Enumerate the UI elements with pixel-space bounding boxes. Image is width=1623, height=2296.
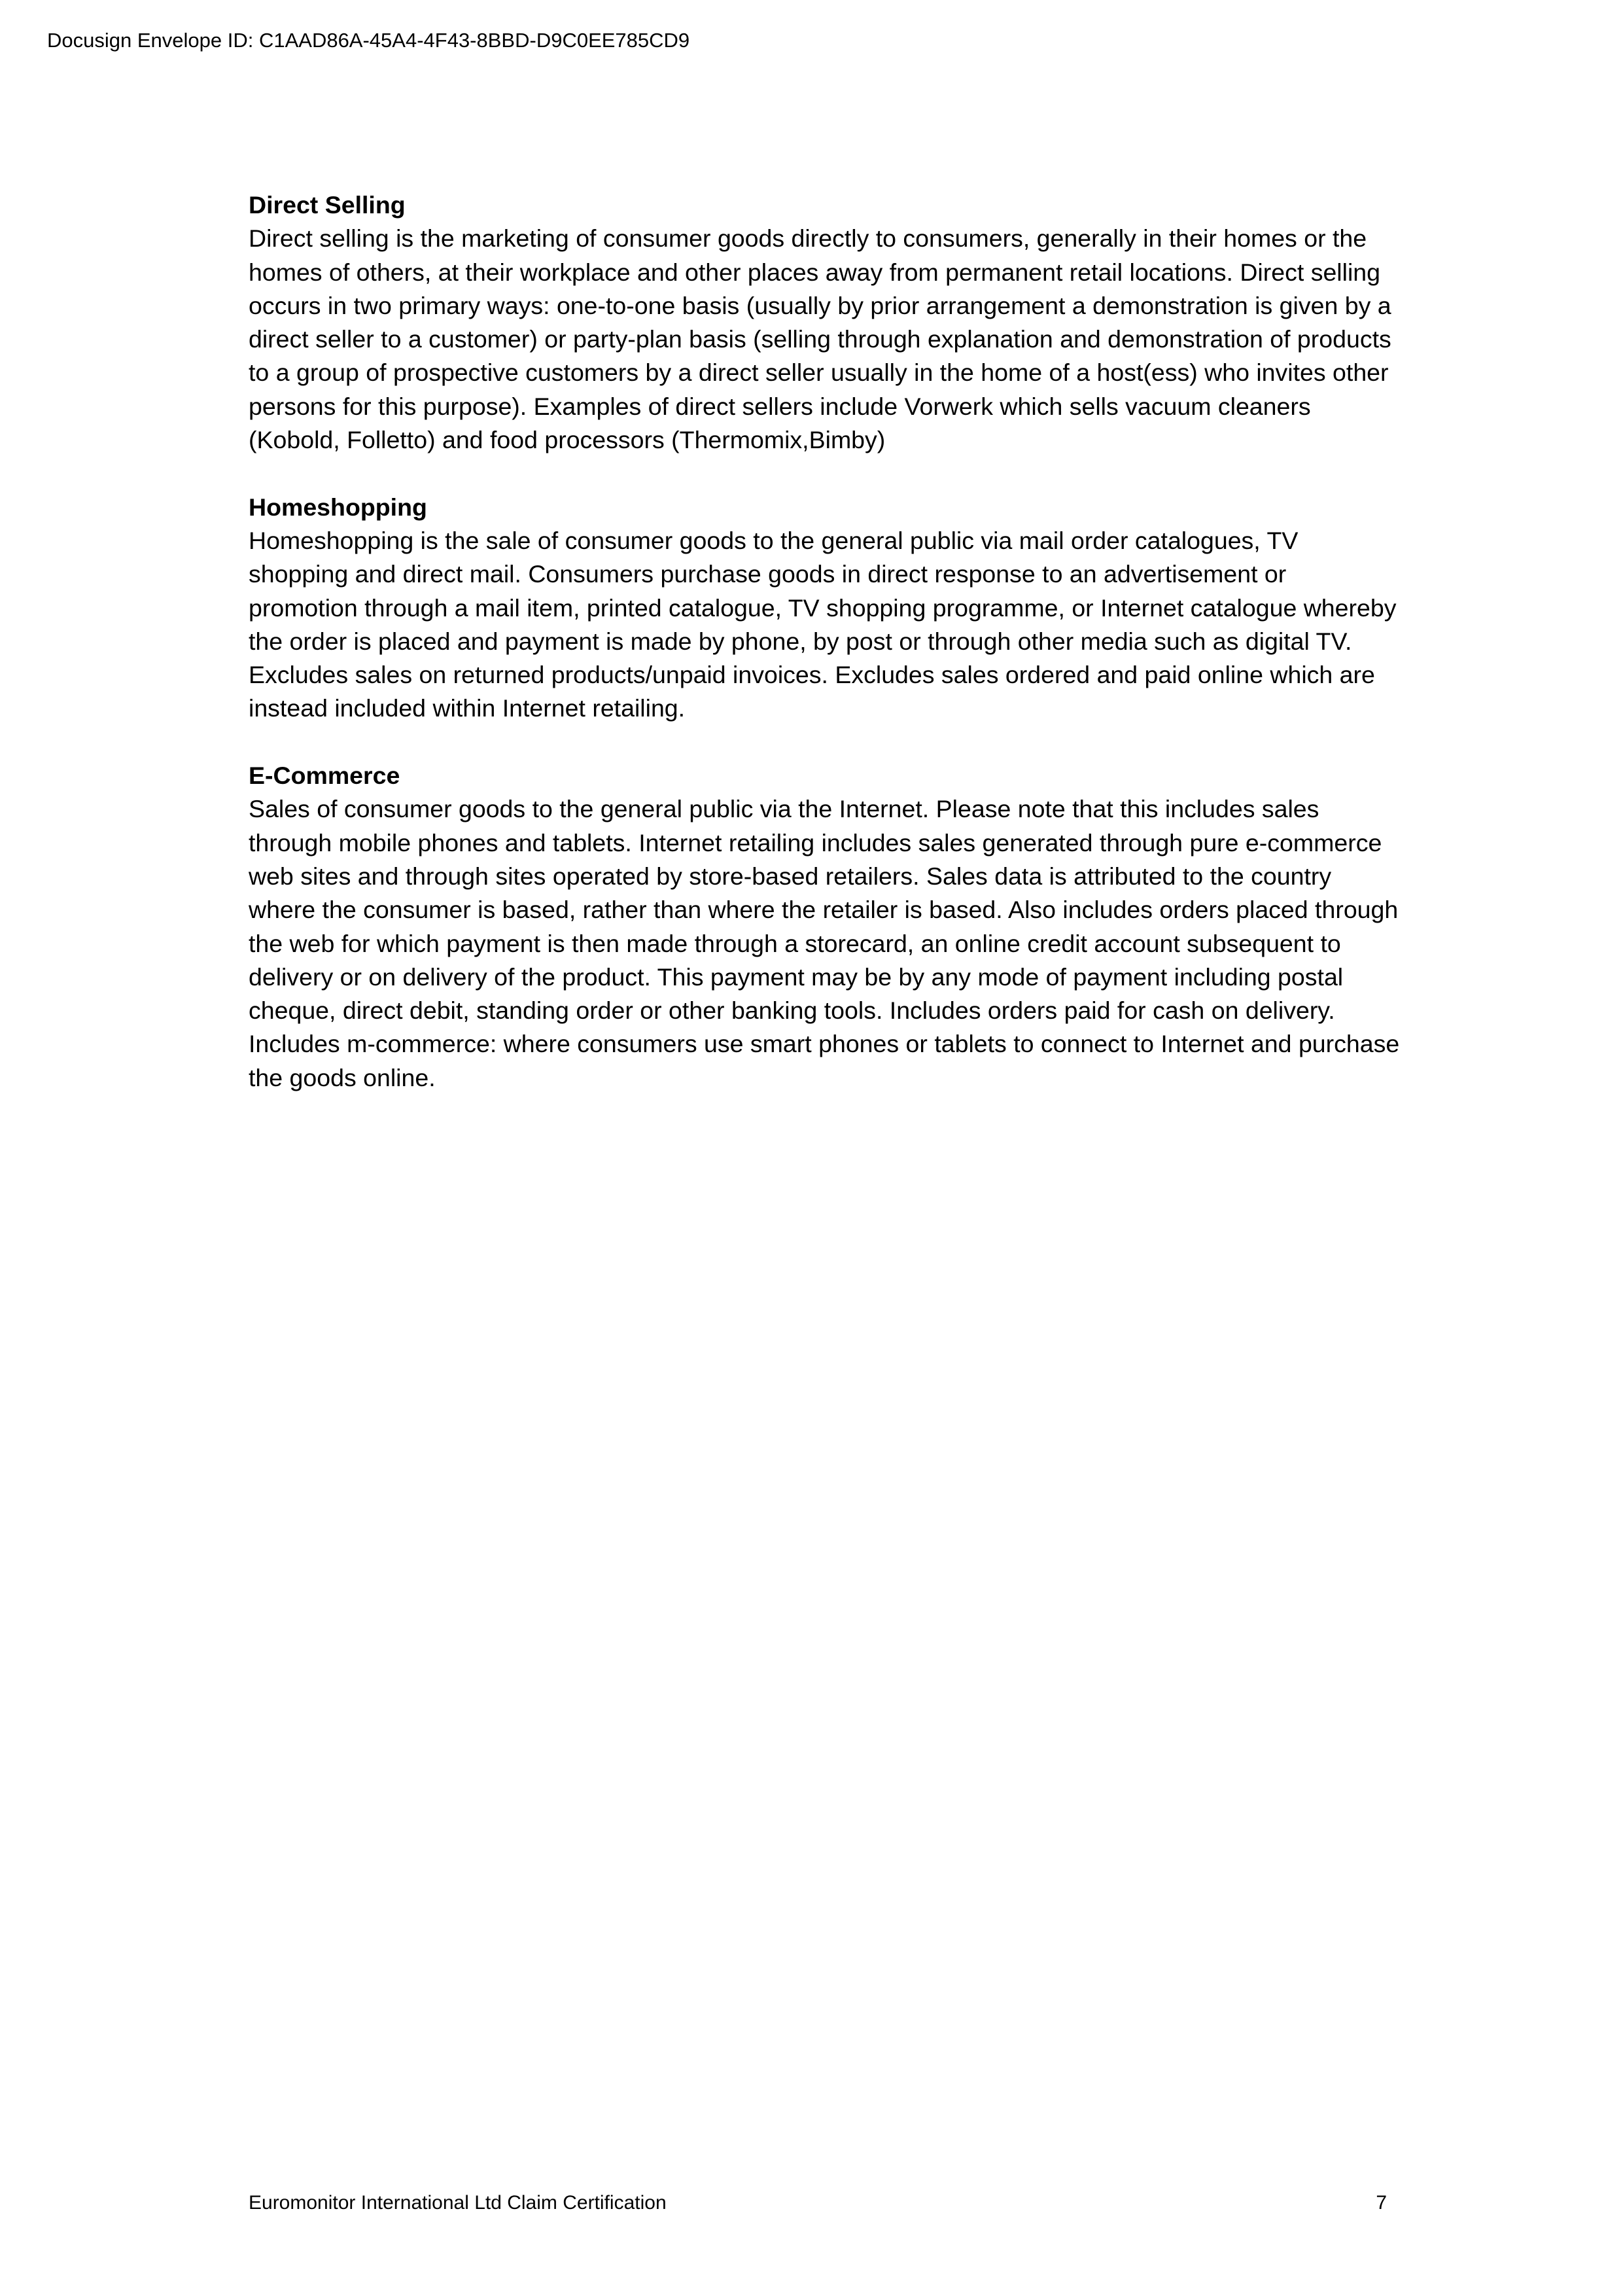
section-paragraph: Direct selling is the marketing of consumer goods directly to consumers, generally in their homes or the homes of others, at their workplace and other places away from permanent retail locations. Direct selling occurs in two primary ways: one-to-one basis (usually by prior arrangement a demonstration is given by a direct seller to a customer) or party-plan basis (selling through explanation and demonstration of products to a group of prospective customers by a direct seller usually in the home of a host(ess) who invites other persons for this purpose). Examples of direct sellers include Vorwerk which sells vacuum cleaners (Kobold, Folletto) and food processors (Thermomix,Bimby): [249, 224, 1391, 454]
section-direct-selling: [249, 188, 1400, 457]
section-e-commerce: [249, 759, 1400, 1095]
section-title: Homeshopping: [249, 493, 427, 521]
section-paragraph: Sales of consumer goods to the general public via the Internet. Please note that this includes sales through mobile phones and tablets. Internet retailing includes sales generated through pure e-commerce web sites and through sites operated by store-based retailers. Sales data is attributed to the country where the consumer is based, rather than where the retailer is based. Also includes orders placed through the web for which payment is then made through a storecard, an online credit account subsequent to delivery or on delivery of the product. This payment may be by any mode of payment including postal cheque, direct debit, standing order or other banking tools. Includes orders paid for cash on delivery. Includes m-commerce: where consumers use smart phones or tablets to connect to Internet and purchase the goods online.: [249, 795, 1400, 1091]
page-number: 7: [1376, 2192, 1387, 2214]
section-title: Direct Selling: [249, 191, 406, 219]
section-homeshopping: [249, 491, 1400, 726]
section-title: E-Commerce: [249, 762, 400, 790]
footer-title: Euromonitor International Ltd Claim Certification: [249, 2192, 667, 2214]
docusign-envelope-id: Docusign Envelope ID: C1AAD86A-45A4-4F43-8BBD-D9C0EE785CD9: [47, 29, 690, 52]
page-footer: [249, 2187, 1387, 2219]
document-body: [249, 188, 1400, 1128]
section-paragraph: Homeshopping is the sale of consumer goods to the general public via mail order catalogues, TV shopping and direct mail. Consumers purchase goods in direct response to an advertisement or promotion through a mail item, printed catalogue, TV shopping programme, or Internet catalogue whereby the order is placed and payment is made by phone, by post or through other media such as digital TV. Excludes sales on returned products/unpaid invoices. Excludes sales ordered and paid online which are instead included within Internet retailing.: [249, 526, 1397, 722]
